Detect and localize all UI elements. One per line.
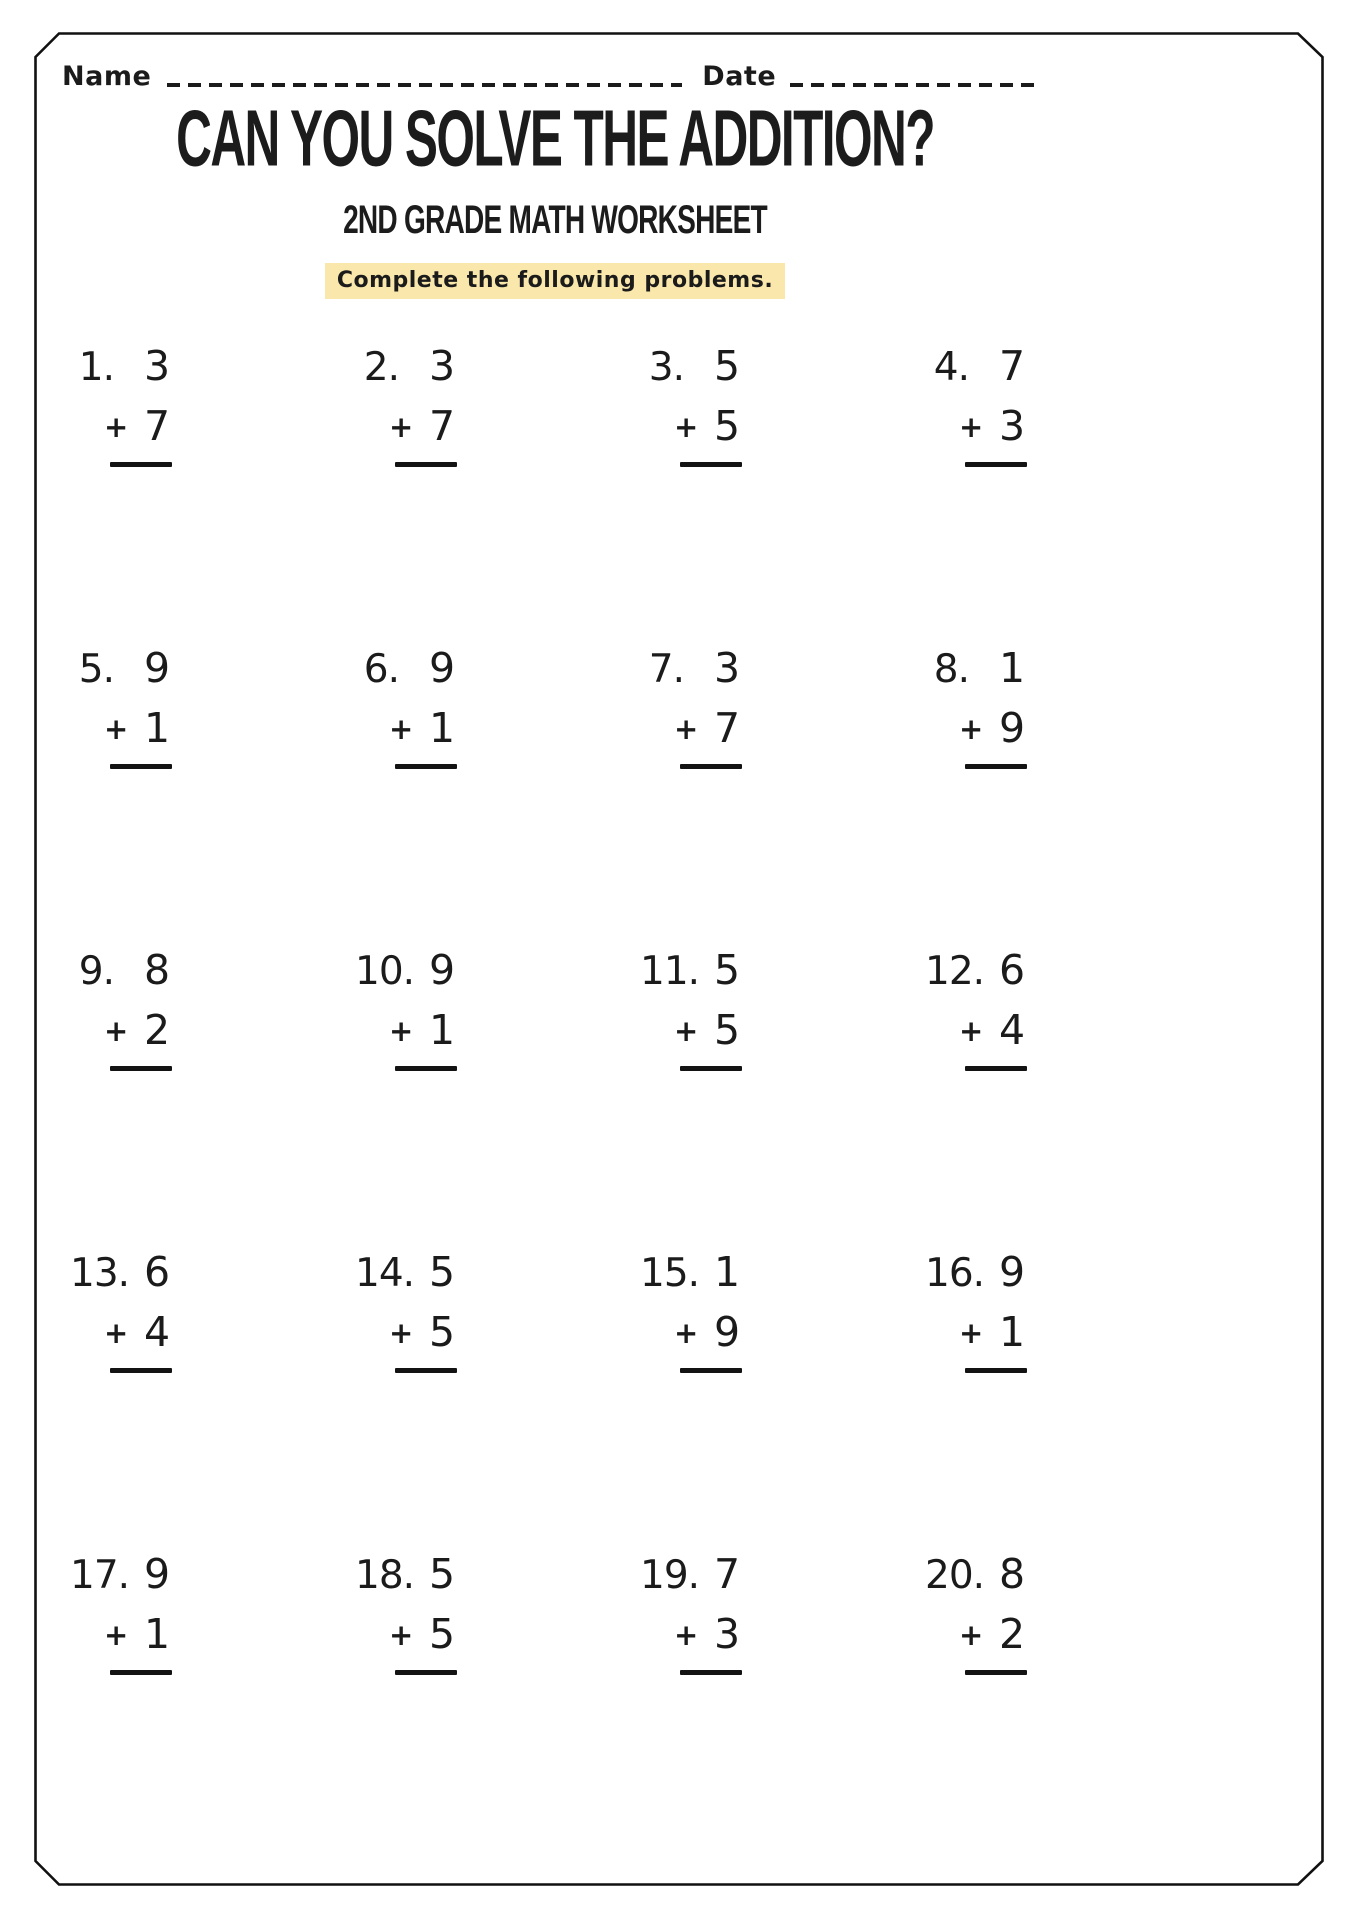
plus-icon: + [959, 410, 984, 444]
top-addend: 3 [713, 644, 741, 692]
problem [640, 644, 925, 950]
top-addend: 5 [713, 342, 741, 390]
top-addend: 7 [713, 1550, 741, 1598]
plus-icon: + [104, 1618, 129, 1652]
plus-icon: + [674, 1618, 699, 1652]
bottom-addend: 7 [428, 402, 456, 450]
problem [355, 342, 640, 648]
answer-line [965, 1368, 1027, 1373]
bottom-addend: 3 [713, 1610, 741, 1658]
problem [70, 342, 355, 648]
bottom-addend: 1 [143, 704, 171, 752]
problem-bottom-row [925, 1308, 1210, 1356]
answer-line [110, 764, 172, 769]
problem [70, 1248, 355, 1554]
problem-top-row [640, 342, 925, 390]
problem-number: 11. [640, 949, 700, 994]
problem-top-row [925, 342, 1210, 390]
plus-icon: + [959, 1014, 984, 1048]
problem-number: 2. [363, 345, 399, 390]
plus-icon: + [104, 1316, 129, 1350]
bottom-addend: 7 [713, 704, 741, 752]
problem-number: 16. [925, 1251, 985, 1296]
date-label: Date [702, 61, 777, 92]
bottom-addend: 4 [998, 1006, 1026, 1054]
problem-bottom-row [70, 1610, 355, 1658]
bottom-addend: 5 [428, 1610, 456, 1658]
answer-line [680, 1670, 742, 1675]
problem [640, 1248, 925, 1554]
plus-icon: + [674, 1316, 699, 1350]
problem-bottom-row [640, 1308, 925, 1356]
bottom-addend: 2 [143, 1006, 171, 1054]
top-addend: 9 [428, 644, 456, 692]
instruction-text: Complete the following problems. [325, 263, 785, 299]
answer-line [965, 1066, 1027, 1071]
plus-icon: + [389, 410, 414, 444]
answer-line [965, 462, 1027, 467]
answer-line [395, 462, 457, 467]
answer-line [965, 1670, 1027, 1675]
answer-line [110, 1670, 172, 1675]
problem-number: 3. [648, 345, 684, 390]
plus-icon: + [674, 410, 699, 444]
answer-line [395, 764, 457, 769]
instruction-row [0, 263, 1110, 299]
top-addend: 6 [143, 1248, 171, 1296]
problem [925, 644, 1210, 950]
plus-icon: + [959, 712, 984, 746]
problem-top-row [355, 342, 640, 390]
top-addend: 5 [713, 946, 741, 994]
problem-bottom-row [355, 704, 640, 752]
bottom-addend: 1 [428, 1006, 456, 1054]
problem-number: 6. [363, 647, 399, 692]
problem-bottom-row [925, 1610, 1210, 1658]
problem [925, 946, 1210, 1252]
problem-top-row [70, 1248, 355, 1296]
answer-line [680, 1066, 742, 1071]
plus-icon: + [674, 1014, 699, 1048]
problem [355, 946, 640, 1252]
problem-number: 17. [70, 1553, 130, 1598]
bottom-addend: 2 [998, 1610, 1026, 1658]
problem-number: 15. [640, 1251, 700, 1296]
problem-top-row [70, 946, 355, 994]
problem-top-row [640, 1550, 925, 1598]
problem-number: 8. [933, 647, 969, 692]
problem [640, 342, 925, 648]
problem-number: 10. [355, 949, 415, 994]
problem-number: 12. [925, 949, 985, 994]
top-addend: 8 [143, 946, 171, 994]
answer-line [395, 1368, 457, 1373]
problem-bottom-row [355, 402, 640, 450]
bottom-addend: 1 [143, 1610, 171, 1658]
problem-number: 14. [355, 1251, 415, 1296]
answer-line [395, 1066, 457, 1071]
top-addend: 5 [428, 1550, 456, 1598]
answer-line [110, 1066, 172, 1071]
plus-icon: + [674, 712, 699, 746]
problem-top-row [925, 1550, 1210, 1598]
problem-top-row [70, 342, 355, 390]
problem-number: 13. [70, 1251, 130, 1296]
problem [355, 1550, 640, 1856]
problem-bottom-row [640, 704, 925, 752]
bottom-addend: 5 [713, 402, 741, 450]
plus-icon: + [389, 712, 414, 746]
bottom-addend: 9 [998, 704, 1026, 752]
problem-number: 5. [78, 647, 114, 692]
top-addend: 8 [998, 1550, 1026, 1598]
problem [925, 1248, 1210, 1554]
problem-bottom-row [640, 1610, 925, 1658]
problem-top-row [355, 1550, 640, 1598]
top-addend: 3 [428, 342, 456, 390]
problem [70, 644, 355, 950]
problem-bottom-row [70, 1006, 355, 1054]
problem-top-row [355, 644, 640, 692]
bottom-addend: 4 [143, 1308, 171, 1356]
plus-icon: + [389, 1316, 414, 1350]
bottom-addend: 7 [143, 402, 171, 450]
top-addend: 1 [713, 1248, 741, 1296]
plus-icon: + [389, 1618, 414, 1652]
plus-icon: + [959, 1316, 984, 1350]
problem-top-row [355, 946, 640, 994]
answer-line [110, 1368, 172, 1373]
plus-icon: + [104, 712, 129, 746]
bottom-addend: 5 [428, 1308, 456, 1356]
problem-top-row [640, 1248, 925, 1296]
problem [925, 1550, 1210, 1856]
problem [70, 1550, 355, 1856]
bottom-addend: 1 [998, 1308, 1026, 1356]
plus-icon: + [389, 1014, 414, 1048]
problem-number: 19. [640, 1553, 700, 1598]
problem-bottom-row [640, 1006, 925, 1054]
name-label: Name [62, 61, 152, 92]
problem-number: 9. [78, 949, 114, 994]
problem-top-row [70, 1550, 355, 1598]
answer-line [680, 462, 742, 467]
worksheet-subtitle: 2ND GRADE MATH WORKSHEET [343, 196, 767, 242]
problem [925, 342, 1210, 648]
problem [640, 946, 925, 1252]
problem-number: 4. [933, 345, 969, 390]
problem-bottom-row [355, 1006, 640, 1054]
bottom-addend: 9 [713, 1308, 741, 1356]
top-addend: 9 [143, 644, 171, 692]
problem [640, 1550, 925, 1856]
top-addend: 7 [998, 342, 1026, 390]
problem-bottom-row [640, 402, 925, 450]
top-addend: 9 [143, 1550, 171, 1598]
problem-number: 20. [925, 1553, 985, 1598]
plus-icon: + [104, 1014, 129, 1048]
problem-bottom-row [355, 1308, 640, 1356]
problem-bottom-row [70, 704, 355, 752]
bottom-addend: 5 [713, 1006, 741, 1054]
problem-bottom-row [925, 1006, 1210, 1054]
top-addend: 9 [998, 1248, 1026, 1296]
problem-bottom-row [925, 402, 1210, 450]
plus-icon: + [959, 1618, 984, 1652]
answer-line [965, 764, 1027, 769]
problem-number: 7. [648, 647, 684, 692]
problem [70, 946, 355, 1252]
problem-top-row [925, 1248, 1210, 1296]
problem-top-row [640, 946, 925, 994]
worksheet-title: CAN YOU SOLVE THE ADDITION? [176, 95, 934, 184]
problem-number: 18. [355, 1553, 415, 1598]
bottom-addend: 3 [998, 402, 1026, 450]
problem-top-row [70, 644, 355, 692]
problem-bottom-row [925, 704, 1210, 752]
problem-top-row [640, 644, 925, 692]
plus-icon: + [104, 410, 129, 444]
problem-bottom-row [70, 402, 355, 450]
bottom-addend: 1 [428, 704, 456, 752]
top-addend: 1 [998, 644, 1026, 692]
top-addend: 5 [428, 1248, 456, 1296]
answer-line [395, 1670, 457, 1675]
problem [355, 1248, 640, 1554]
problem-bottom-row [355, 1610, 640, 1658]
problem-number: 1. [78, 345, 114, 390]
answer-line [110, 462, 172, 467]
date-blank-line [790, 83, 1042, 87]
problem-top-row [925, 644, 1210, 692]
top-addend: 3 [143, 342, 171, 390]
problem-top-row [355, 1248, 640, 1296]
problem-bottom-row [70, 1308, 355, 1356]
problems-grid [70, 342, 1210, 1856]
answer-line [680, 764, 742, 769]
name-blank-line [167, 83, 682, 87]
top-addend: 6 [998, 946, 1026, 994]
answer-line [680, 1368, 742, 1373]
problem-top-row [925, 946, 1210, 994]
problem [355, 644, 640, 950]
top-addend: 9 [428, 946, 456, 994]
